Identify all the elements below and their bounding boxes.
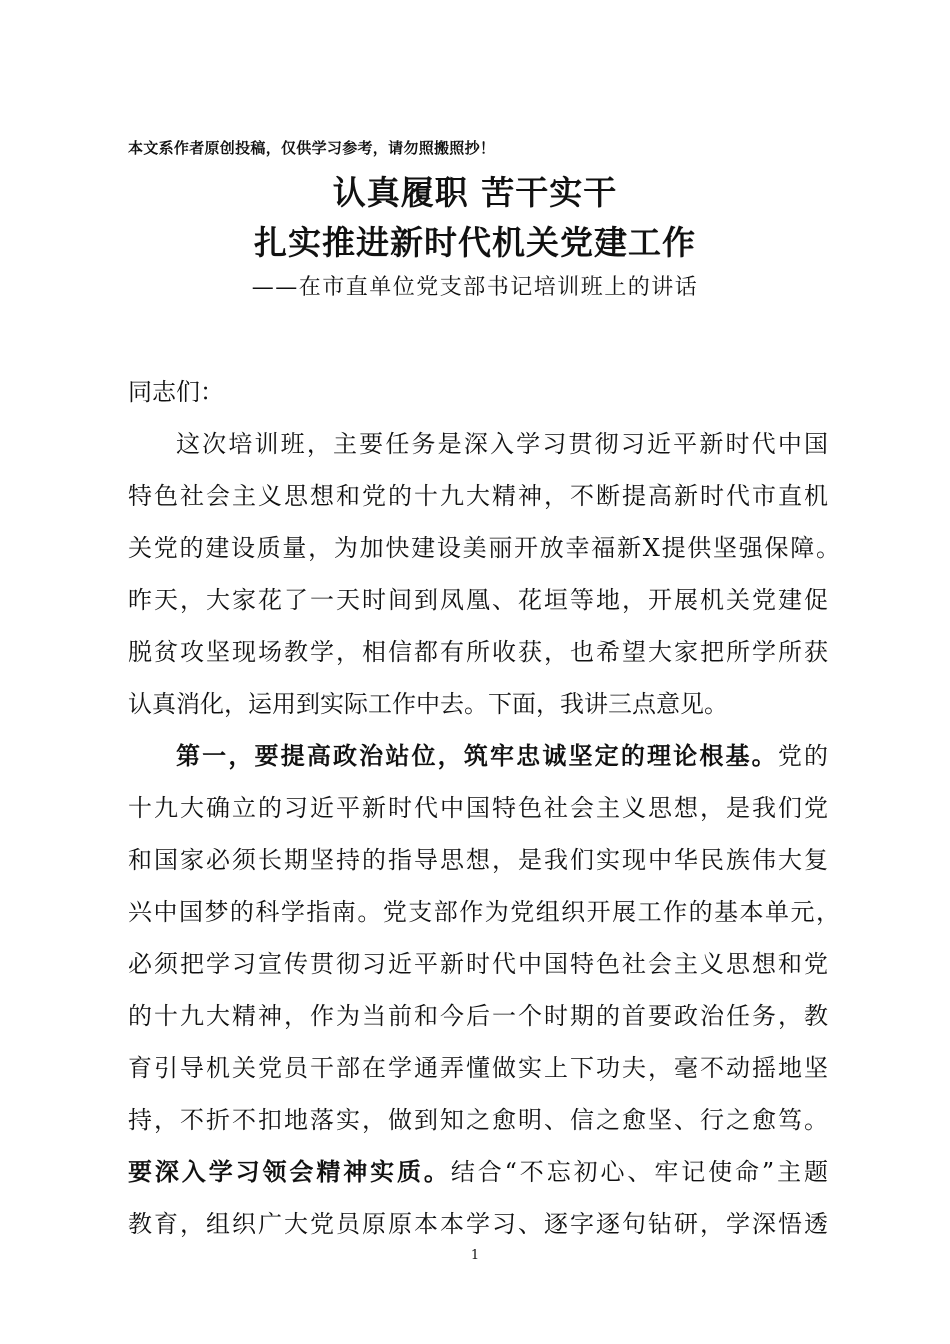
para2-line: 教育，组织广大党员原原本本学习、逐字逐句钻研，学深悟透 [128,1210,828,1238]
para2-line: 持，不折不扣地落实，做到知之愈明、信之愈坚、行之愈笃。 [128,1106,828,1134]
para2-line: 必须把学习宣传贯彻习近平新时代中国特色社会主义思想和党 [128,950,828,978]
para2-line: 育引导机关党员干部在学通弄懂做实上下功夫，毫不动摇地坚 [128,1054,828,1082]
para2-first-rest: 党的 [777,742,829,770]
para2-sub-rest: 结合“不忘初心、牢记使命”主题 [450,1158,828,1186]
page-number: 1 [470,1248,480,1263]
salutation: 同志们： [128,378,224,406]
para1-line: 昨天，大家花了一天时间到凤凰、花垣等地，开展机关党建促 [128,586,828,614]
para2-bold-lead: 第一，要提高政治站位，筑牢忠诚坚定的理论根基。 [176,741,778,770]
para1-line: 特色社会主义思想和党的十九大精神，不断提高新时代市直机 [128,482,828,510]
para2-line: 兴中国梦的科学指南。党支部作为党组织开展工作的基本单元， [128,898,840,926]
subtitle: ——在市直单位党支部书记培训班上的讲话 [251,275,699,300]
para2-line: 的十九大精神，作为当前和今后一个时期的首要政治任务，教 [128,1002,828,1030]
para1-line: 这次培训班，主要任务是深入学习贯彻习近平新时代中国 [176,430,828,458]
para1-line: 关党的建设质量，为加快建设美丽开放幸福新X提供坚强保障。 [128,534,840,562]
title-line-1: 认真履职 苦干实干 [332,173,618,212]
para1-line: 脱贫攻坚现场教学，相信都有所收获，也希望大家把所学所获 [128,638,828,666]
para2-first-line [176,736,828,771]
para2-line: 十九大确立的习近平新时代中国特色社会主义思想，是我们党 [128,794,828,822]
para2-sub-line [128,1152,828,1187]
title-line-2: 扎实推进新时代机关党建工作 [254,223,696,262]
para1-line: 认真消化，运用到实际工作中去。下面，我讲三点意见。 [128,690,728,718]
para2-line: 和国家必须长期坚持的指导思想，是我们实现中华民族伟大复 [128,846,828,874]
copyright-notice: 本文系作者原创投稿，仅供学习参考，请勿照搬照抄！ [128,139,496,157]
para2-bold-sub: 要深入学习领会精神实质。 [128,1157,451,1186]
